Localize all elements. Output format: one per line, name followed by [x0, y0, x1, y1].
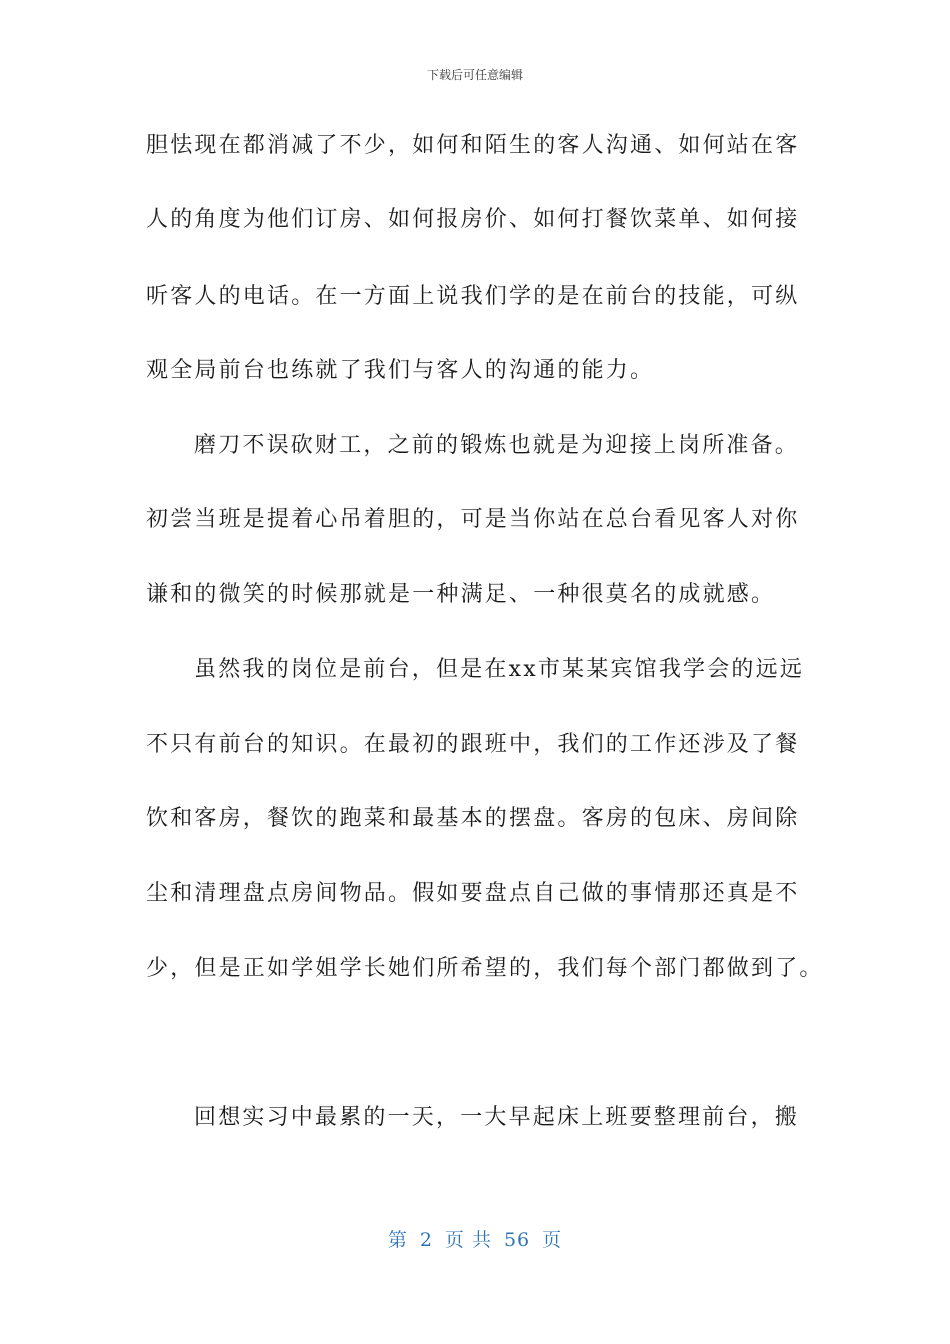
text-line: 胆怯现在都消减了不少，如何和陌生的客人沟通、如何站在客 — [146, 133, 800, 158]
text-line: 听客人的电话。在一方面上说我们学的是在前台的技能，可纵 — [146, 284, 800, 309]
text-line: 不只有前台的知识。在最初的跟班中，我们的工作还涉及了餐 — [146, 732, 800, 757]
footer-suffix: 页 — [542, 1229, 563, 1251]
text-line: 谦和的微笑的时候那就是一种满足、一种很莫名的成就感。 — [146, 582, 776, 607]
text-line: 少，但是正如学姐学长她们所希望的，我们每个部门都做到了。 — [146, 956, 824, 981]
text-line: 初尝当班是提着心吊着胆的，可是当你站在总台看见客人对你 — [146, 507, 800, 532]
text-line: 回想实习中最累的一天，一大早起床上班要整理前台，搬 — [194, 1105, 800, 1130]
text-line: 饮和客房，餐饮的跑菜和最基本的摆盘。客房的包床、房间除 — [146, 806, 800, 831]
text-line: 尘和清理盘点房间物品。假如要盘点自己做的事情那还真是不 — [146, 881, 800, 906]
page-footer — [0, 1225, 950, 1252]
footer-page-number: 2 — [419, 1229, 433, 1251]
text-line: 磨刀不误砍财工，之前的锻炼也就是为迎接上岗所准备。 — [194, 433, 800, 458]
footer-middle: 页 共 — [444, 1229, 492, 1251]
page-header: 下载后可任意编辑 — [426, 68, 523, 82]
text-line: 虽然我的岗位是前台，但是在xx市某某宾馆我学会的远远 — [194, 657, 805, 682]
footer-total-pages: 56 — [503, 1229, 531, 1251]
footer-prefix: 第 — [387, 1229, 408, 1251]
text-line: 观全局前台也练就了我们与客人的沟通的能力。 — [146, 358, 655, 383]
text-line: 人的角度为他们订房、如何报房价、如何打餐饮菜单、如何接 — [146, 207, 800, 232]
